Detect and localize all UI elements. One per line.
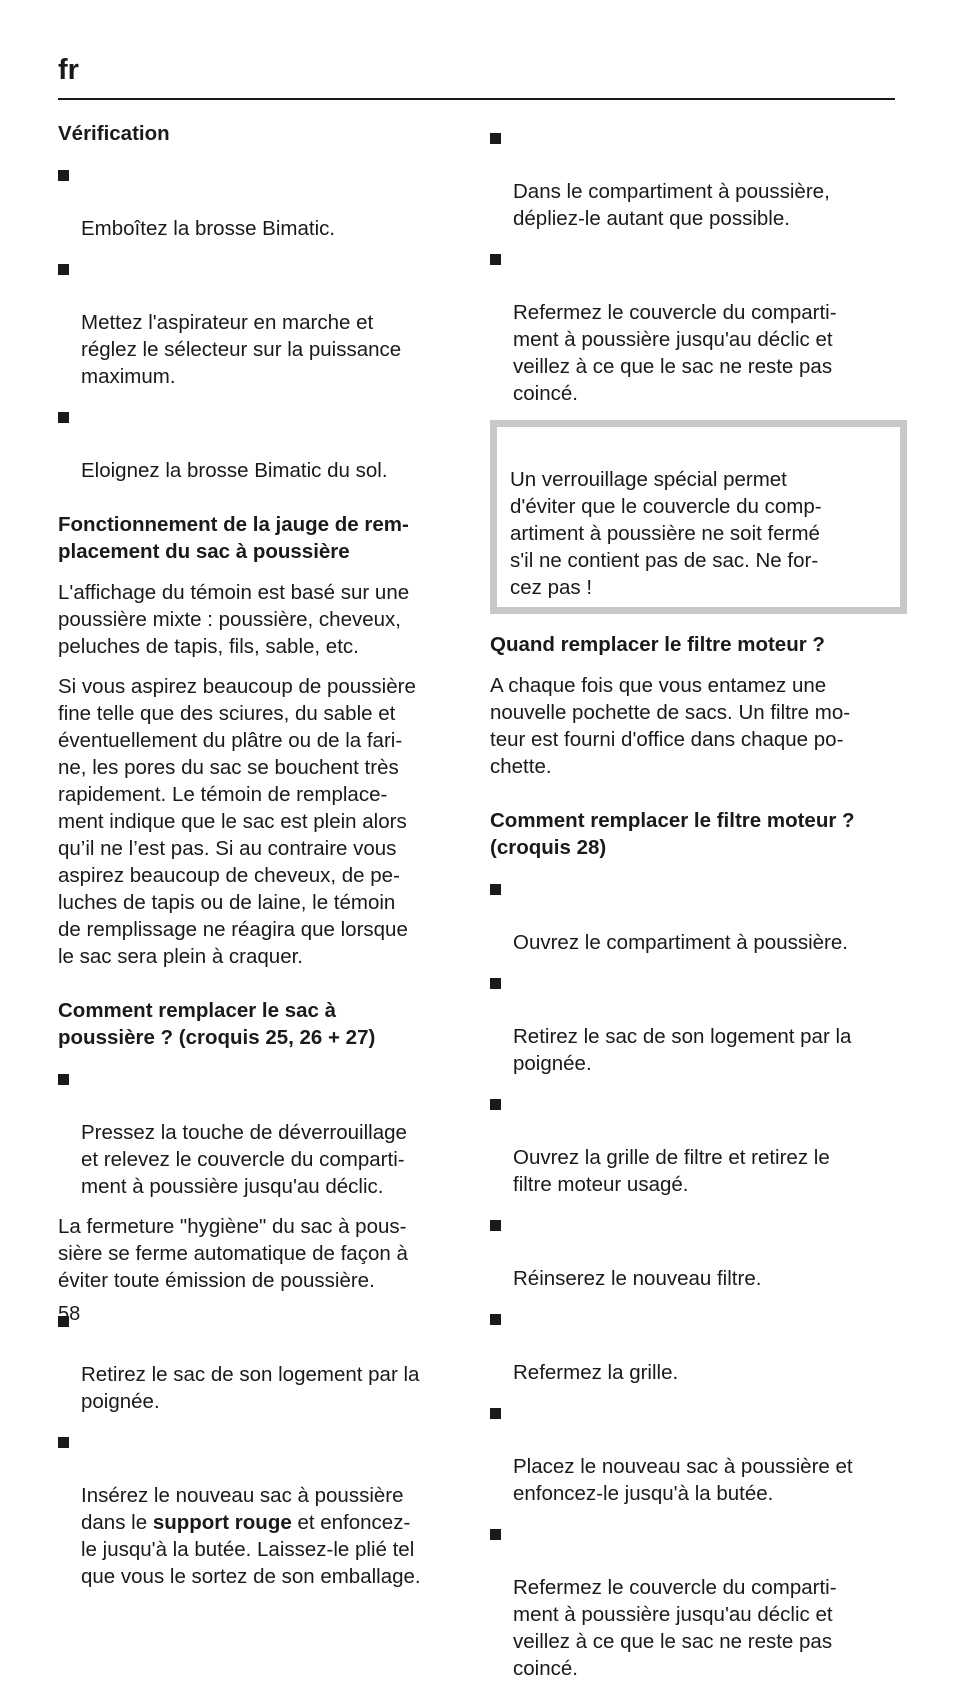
gauge-heading: Fonctionnement de la jauge de rem- placement du sac à poussière <box>58 513 409 563</box>
page-number: 58 <box>58 1303 81 1325</box>
list-item <box>490 1520 900 1682</box>
replace-bag-heading: Comment remplacer le sac à poussière ? (croquis 25, 26 + 27) <box>58 999 376 1049</box>
warning-note-box <box>490 420 907 614</box>
gauge-paragraph-2: Si vous aspirez beaucoup de poussière fine telle que des sciures, du sable et éventuellement du plâtre ou de la fari- ne, les pores du sac se bouchent très rapidement. Le témoin de remplace- ment indique que le sac est plein alors qu’il ne l’est pas. Si au contraire vous aspirez beaucoup de cheveux, de pe- luches de tapis ou de laine, le témoin de remplissage ne réagira que lorsque le sac sera plein à craquer. <box>58 675 416 968</box>
list-item <box>490 1090 900 1198</box>
list-item <box>490 875 900 956</box>
list-item <box>58 1307 466 1415</box>
note-text: Un verrouillage spécial permet d'éviter que le couvercle du comp- artiment à poussière ne soit fermé s'il ne contient pas de sac. Ne for- cez pas ! <box>510 468 822 599</box>
square-bullet-icon <box>58 1437 69 1448</box>
right-column <box>490 124 900 1682</box>
hygiene-paragraph: La fermeture "hygiène" du sac à pous- sière se ferme automatique de façon à éviter toute émission de poussière. <box>58 1215 408 1292</box>
list-item <box>490 245 900 407</box>
list-item <box>58 403 466 484</box>
square-bullet-icon <box>490 254 501 265</box>
square-bullet-icon <box>490 884 501 895</box>
list-item <box>490 124 900 232</box>
list-item-text: Emboîtez la brosse Bimatic. <box>81 217 336 240</box>
list-item-text: Réinserez le nouveau filtre. <box>513 1267 762 1290</box>
support-rouge-bold: support rouge <box>152 1511 292 1534</box>
list-item-text: Refermez le couvercle du comparti- ment à poussière jusqu'au déclic et veillez à ce que le sac ne reste pas coincé. <box>513 1576 837 1680</box>
square-bullet-icon <box>490 1220 501 1231</box>
list-item-text: Eloignez la brosse Bimatic du sol. <box>81 459 388 482</box>
square-bullet-icon <box>490 1408 501 1419</box>
square-bullet-icon <box>490 1314 501 1325</box>
list-item <box>490 1305 900 1386</box>
list-item-text: Placez le nouveau sac à poussière et enfoncez-le jusqu'à la butée. <box>513 1455 853 1505</box>
list-item <box>58 1428 466 1590</box>
square-bullet-icon <box>490 1099 501 1110</box>
list-item-text: Refermez la grille. <box>513 1361 679 1384</box>
verification-heading: Vérification <box>58 122 170 145</box>
list-item <box>490 1211 900 1292</box>
list-item <box>490 1399 900 1507</box>
square-bullet-icon <box>58 1074 69 1085</box>
list-item <box>58 161 466 242</box>
list-item-text: Dans le compartiment à poussière, dépliez-le autant que possible. <box>513 180 830 230</box>
list-item-text: et enfoncez- le jusqu'à la butée. Laissez-le plié tel que vous le sortez de son emballage. <box>81 1511 421 1588</box>
list-item-text: Insérez le nouveau sac à poussière dans le <box>81 1484 404 1534</box>
square-bullet-icon <box>490 133 501 144</box>
square-bullet-icon <box>490 1529 501 1540</box>
list-item-text: Ouvrez la grille de filtre et retirez le filtre moteur usagé. <box>513 1146 830 1196</box>
header-rule <box>58 98 895 100</box>
list-item <box>58 255 466 390</box>
square-bullet-icon <box>490 978 501 989</box>
when-filter-paragraph: A chaque fois que vous entamez une nouvelle pochette de sacs. Un filtre mo- teur est fourni d'office dans chaque po- chette. <box>490 674 851 778</box>
list-item-text: Pressez la touche de déverrouillage et relevez le couvercle du comparti- ment à poussière jusqu'au déclic. <box>81 1121 407 1198</box>
square-bullet-icon <box>58 264 69 275</box>
gauge-paragraph-1: L'affichage du témoin est basé sur une poussière mixte : poussière, cheveux, peluches de tapis, fils, sable, etc. <box>58 581 410 658</box>
language-label: fr <box>58 54 79 86</box>
how-filter-heading: Comment remplacer le filtre moteur ? (croquis 28) <box>490 809 855 859</box>
list-item-text: Refermez le couvercle du comparti- ment à poussière jusqu'au déclic et veillez à ce que le sac ne reste pas coincé. <box>513 301 837 405</box>
list-item <box>58 1065 466 1200</box>
list-item-text: Retirez le sac de son logement par la poignée. <box>81 1363 420 1413</box>
list-item <box>490 969 900 1077</box>
when-filter-heading: Quand remplacer le filtre moteur ? <box>490 633 825 656</box>
square-bullet-icon <box>58 170 69 181</box>
list-item-text: Ouvrez le compartiment à poussière. <box>513 931 848 954</box>
square-bullet-icon <box>58 412 69 423</box>
list-item-text: Retirez le sac de son logement par la poignée. <box>513 1025 852 1075</box>
left-column <box>58 120 466 1590</box>
list-item-text: Mettez l'aspirateur en marche et réglez le sélecteur sur la puissance maximum. <box>81 311 402 388</box>
